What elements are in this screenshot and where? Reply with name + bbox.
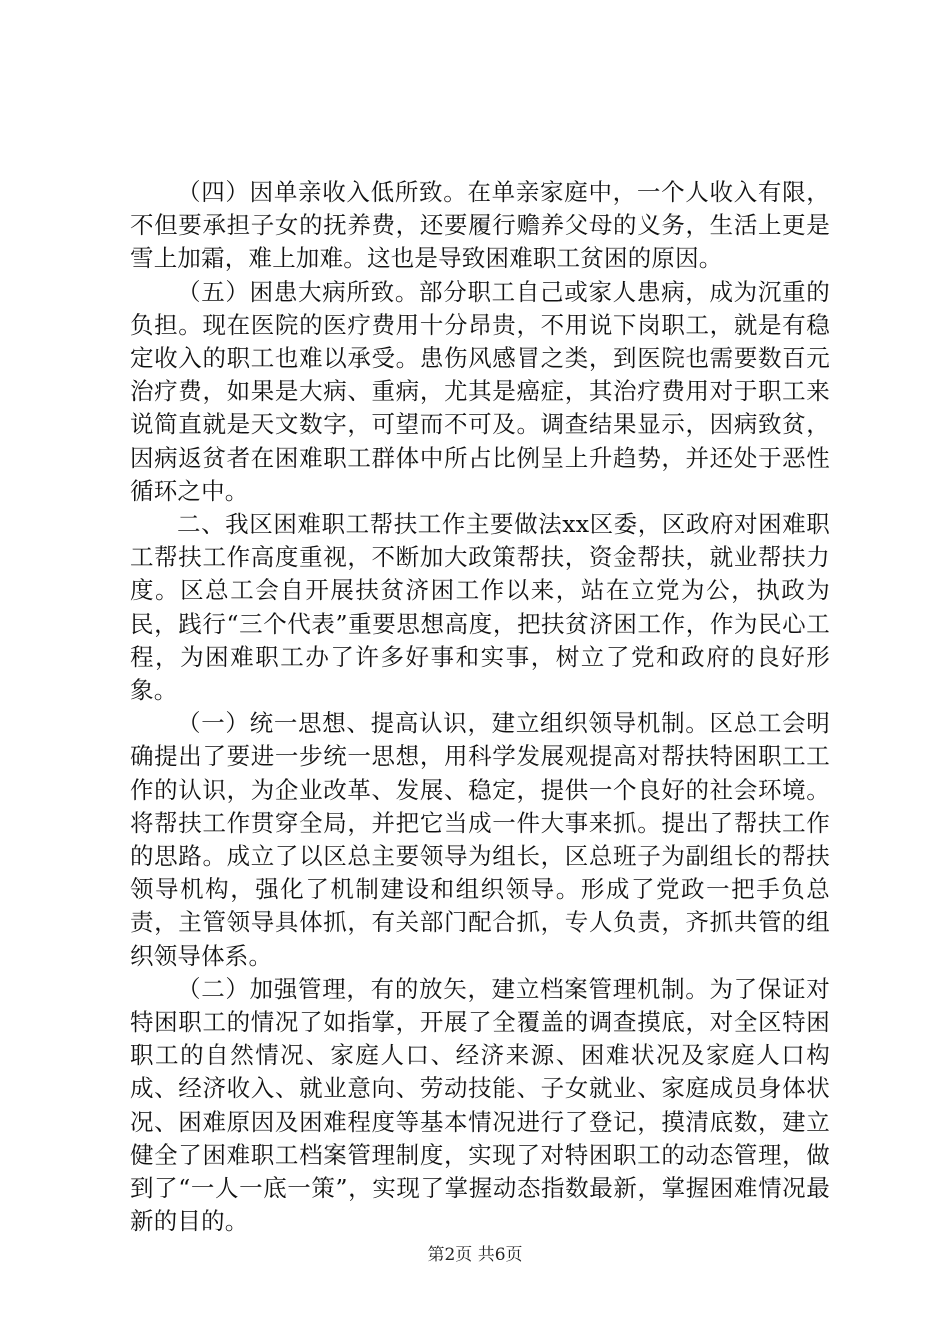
page-footer: 第2页 共6页 xyxy=(427,1245,523,1265)
document-body xyxy=(130,176,830,1239)
paragraph-four: （四）因单亲收入低所致。在单亲家庭中，一个人收入有限，不但要承担子女的抚养费，还要履行赡养父母的义务，生活上更是雪上加霜，难上加难。这也是导致困难职工贫困的原因。 xyxy=(130,178,830,273)
paragraph-one: （一）统一思想、提高认识，建立组织领导机制。区总工会明确提出了要进一步统一思想，用科学发展观提高对帮扶特困职工工作的认识，为企业改革、发展、稳定，提供一个良好的社会环境。将帮扶工作贯穿全局，并把它当成一件大事来抓。提出了帮扶工作的思路。成立了以区总主要领导为组长，区总班子为副组长的帮扶领导机构，强化了机制建设和组织领导。形成了党政一把手负总责，主管领导具体抓，有关部门配合抓，专人负责，齐抓共管的组织领导体系。 xyxy=(130,709,830,970)
paragraph-section-two: 二、我区困难职工帮扶工作主要做法xx区委，区政府对困难职工帮扶工作高度重视，不断加大政策帮扶，资金帮扶，就业帮扶力度。区总工会自开展扶贫济困工作以来，站在立党为公，执政为民，践行“三个代表”重要思想高度，把扶贫济困工作，作为民心工程，为困难职工办了许多好事和实事，树立了党和政府的良好形象。 xyxy=(130,510,830,705)
paragraph-two: （二）加强管理，有的放矢，建立档案管理机制。为了保证对特困职工的情况了如指掌，开展了全覆盖的调查摸底，对全区特困职工的自然情况、家庭人口、经济来源、困难状况及家庭人口构成、经济收入、就业意向、劳动技能、子女就业、家庭成员身体状况、困难原因及困难程度等基本情况进行了登记，摸清底数，建立健全了困难职工档案管理制度，实现了对特困职工的动态管理，做到了“一人一底一策”，实现了掌握动态指数最新，掌握困难情况最新的目的。 xyxy=(130,974,830,1236)
paragraph-five: （五）困患大病所致。部分职工自己或家人患病，成为沉重的负担。现在医院的医疗费用十分昂贵，不用说下岗职工，就是有稳定收入的职工也难以承受。患伤风感冒之类，到医院也需要数百元治疗费，如果是大病、重病，尤其是癌症，其治疗费用对于职工来说简直就是天文数字，可望而不可及。调查结果显示，因病致贫，因病返贫者在困难职工群体中所占比例呈上升趋势，并还处于恶性循环之中。 xyxy=(130,277,830,505)
